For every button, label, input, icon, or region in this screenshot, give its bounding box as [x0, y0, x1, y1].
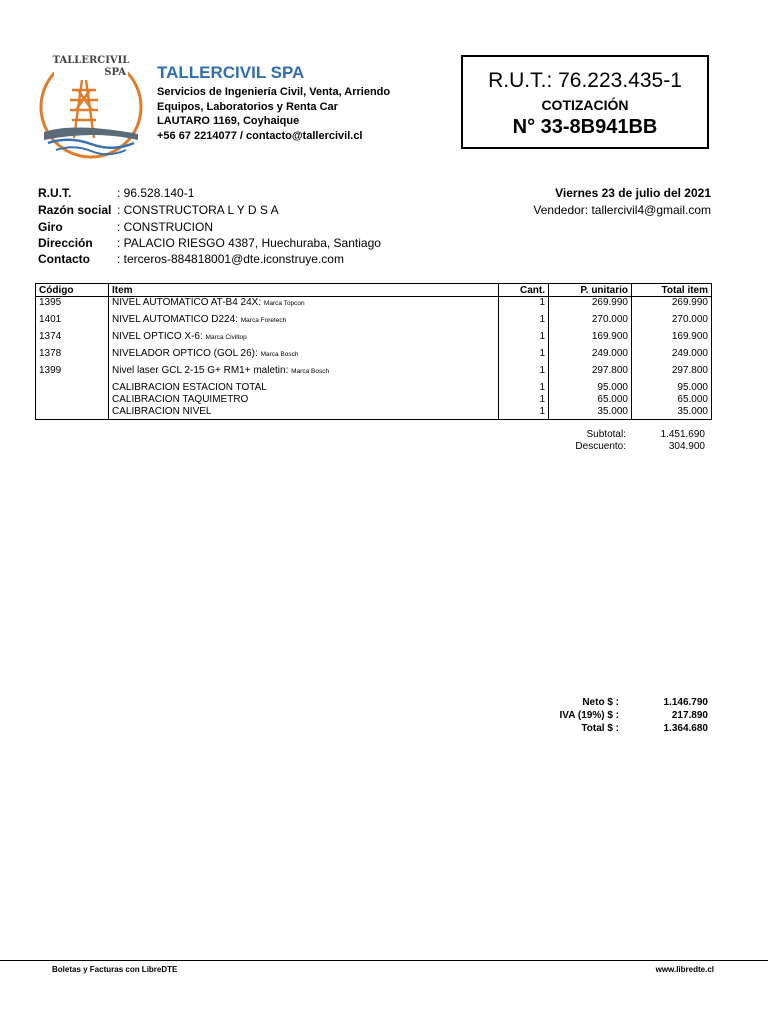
row-unit-price: 297.800 — [549, 361, 632, 378]
client-rut-value: : 96.528.140-1 — [117, 186, 195, 200]
row-unit-price: 249.000 — [549, 344, 632, 361]
document-id-box — [461, 55, 709, 149]
row-item-brand: Marca Bosch — [291, 368, 330, 375]
row-qty: 1 — [499, 327, 549, 344]
row-item — [109, 361, 499, 378]
row-item — [109, 310, 499, 327]
row-unit-price: 65.000 — [549, 394, 632, 406]
table-header-row — [36, 284, 712, 297]
row-item-name: NIVEL AUTOMATICO AT-B4 24X: — [112, 297, 262, 308]
neto-label: Neto $ : — [582, 697, 619, 708]
row-qty: 1 — [499, 310, 549, 327]
logo-text-top: TALLERCIVIL — [52, 55, 130, 66]
neto-value: 1.146.790 — [663, 697, 708, 708]
company-description-line-2: Equipos, Laboratorios y Renta Car — [157, 101, 338, 113]
items-table — [35, 283, 712, 420]
row-item: CALIBRACION ESTACION TOTAL — [109, 378, 499, 394]
total-label: Total $ : — [581, 723, 619, 734]
table-row — [36, 361, 712, 378]
footer-divider — [0, 960, 768, 961]
row-unit-price: 169.900 — [549, 327, 632, 344]
client-address-value: : PALACIO RIESGO 4387, Huechuraba, Santiago — [117, 236, 381, 250]
footer-website-link[interactable]: www.libredte.cl — [655, 965, 714, 974]
row-qty: 1 — [499, 344, 549, 361]
table-row — [36, 378, 712, 394]
row-item-name: Nivel laser GCL 2-15 G+ RM1+ maletin: — [112, 365, 289, 376]
row-item: CALIBRACION TAQUIMETRO — [109, 394, 499, 406]
row-item-name: NIVEL OPTICO X-6: — [112, 331, 203, 342]
header-unit-price: P. unitario — [549, 284, 632, 297]
table-row — [36, 344, 712, 361]
discount-value: 304.900 — [668, 441, 705, 452]
row-code: 1378 — [36, 344, 109, 361]
row-total: 249.000 — [632, 344, 712, 361]
client-address-label: Dirección — [38, 236, 93, 250]
row-unit-price: 270.000 — [549, 310, 632, 327]
document-number: N° 33-8B941BB — [512, 116, 658, 138]
row-unit-price: 95.000 — [549, 378, 632, 394]
row-item — [109, 327, 499, 344]
row-code: 1395 — [36, 297, 109, 311]
client-contact-value: : terceros-884818001@dte.iconstruye.com — [117, 252, 344, 266]
row-code — [36, 394, 109, 406]
logo-text-bottom: SPA — [104, 67, 126, 78]
company-logo — [34, 48, 148, 162]
document-date: Viernes 23 de julio del 2021 — [555, 186, 711, 200]
row-item-brand: Marca Topcon — [263, 300, 305, 307]
row-qty: 1 — [499, 297, 549, 311]
header-total: Total item — [632, 284, 712, 297]
row-item-brand: Marca Foretech — [240, 317, 287, 324]
row-item: CALIBRACION NIVEL — [109, 406, 499, 420]
row-unit-price: 269.990 — [549, 297, 632, 311]
row-unit-price: 35.000 — [549, 406, 632, 420]
table-row — [36, 327, 712, 344]
seller-email: Vendedor: tallercivil4@gmail.com — [533, 203, 711, 217]
row-item-brand: Marca Civiltop — [205, 334, 247, 341]
iva-label: IVA (19%) $ : — [559, 710, 619, 721]
table-row — [36, 310, 712, 327]
header-code: Código — [36, 284, 109, 297]
row-total: 269.990 — [632, 297, 712, 311]
row-item-name: NIVEL AUTOMATICO D224: — [112, 314, 238, 325]
company-description-line-1: Servicios de Ingeniería Civil, Venta, Arriendo — [157, 86, 391, 98]
row-total: 35.000 — [632, 406, 712, 420]
row-code — [36, 378, 109, 394]
issuer-rut: R.U.T.: 76.223.435-1 — [488, 69, 682, 92]
discount-label: Descuento: — [575, 441, 626, 452]
row-qty: 1 — [499, 394, 549, 406]
row-qty: 1 — [499, 361, 549, 378]
row-item-name: NIVELADOR OPTICO (GOL 26): — [112, 348, 258, 359]
table-row — [36, 297, 712, 311]
row-total: 169.900 — [632, 327, 712, 344]
footer-left-text: Boletas y Facturas con LibreDTE — [52, 965, 178, 974]
company-contact: +56 67 2214077 / contacto@tallercivil.cl — [157, 130, 363, 142]
header-item: Item — [109, 284, 499, 297]
row-item — [109, 344, 499, 361]
row-total: 65.000 — [632, 394, 712, 406]
client-giro-value: : CONSTRUCION — [117, 220, 213, 234]
row-code: 1401 — [36, 310, 109, 327]
client-name-value: : CONSTRUCTORA L Y D S A — [117, 203, 279, 217]
client-giro-label: Giro — [38, 220, 63, 234]
client-name-label: Razón social — [38, 203, 112, 217]
row-qty: 1 — [499, 378, 549, 394]
company-address: LAUTARO 1169, Coyhaique — [157, 115, 300, 127]
table-row — [36, 394, 712, 406]
row-code — [36, 406, 109, 420]
row-qty: 1 — [499, 406, 549, 420]
iva-value: 217.890 — [671, 710, 708, 721]
client-contact-label: Contacto — [38, 252, 90, 266]
company-name: TALLERCIVIL SPA — [157, 63, 305, 82]
row-total: 270.000 — [632, 310, 712, 327]
row-total: 95.000 — [632, 378, 712, 394]
row-code: 1399 — [36, 361, 109, 378]
document-type: COTIZACIÓN — [541, 97, 629, 113]
row-total: 297.800 — [632, 361, 712, 378]
subtotal-value: 1.451.690 — [660, 429, 705, 440]
header-qty: Cant. — [499, 284, 549, 297]
row-code: 1374 — [36, 327, 109, 344]
row-item — [109, 297, 499, 311]
total-value: 1.364.680 — [663, 723, 708, 734]
subtotal-label: Subtotal: — [586, 429, 626, 440]
row-item-brand: Marca Bosch — [260, 351, 299, 358]
client-rut-label: R.U.T. — [38, 186, 72, 200]
table-row — [36, 406, 712, 420]
road-icon — [44, 127, 138, 140]
